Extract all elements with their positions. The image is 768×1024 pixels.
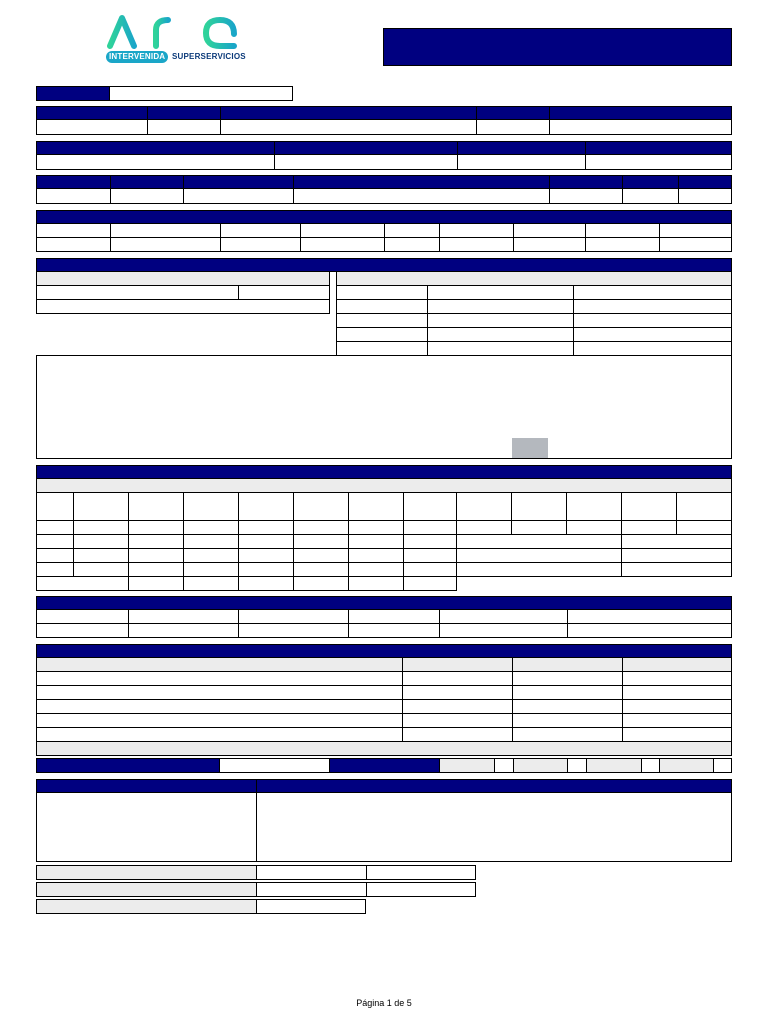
logo-badge: INTERVENIDA (106, 51, 168, 63)
table-total-row (36, 577, 457, 591)
section-header-2 (36, 141, 732, 155)
right-row-4 (336, 328, 732, 342)
table-row (36, 728, 732, 742)
observations-area[interactable] (36, 355, 732, 459)
section-7-values (36, 624, 732, 638)
subheader-6-left (36, 479, 457, 493)
company-logo (104, 12, 246, 64)
page-number: Página 1 de 5 (356, 998, 412, 1008)
table-row (456, 549, 732, 563)
signature-status-row (36, 758, 732, 773)
table-row (36, 549, 457, 563)
form-field-row (36, 86, 293, 101)
bottom-field-row-1 (36, 865, 476, 880)
table-row (36, 714, 732, 728)
table-row (456, 563, 732, 577)
table-row (36, 563, 457, 577)
table-row (456, 535, 732, 549)
left-field-row-1 (36, 286, 330, 300)
section-header-5 (36, 258, 732, 272)
subheader-6-right (456, 479, 732, 493)
form-title-banner (383, 28, 732, 66)
logo-subtitle: SUPERSERVICIOS (172, 52, 246, 61)
right-row-2 (336, 300, 732, 314)
air-e-logo-icon (104, 12, 246, 52)
table-row (36, 672, 732, 686)
section-2-values (36, 155, 732, 170)
section-10-body (36, 793, 732, 862)
section-header-6 (36, 465, 732, 479)
section-8-subheader (36, 658, 732, 672)
section-header-8 (36, 644, 732, 658)
section-8-total (36, 742, 732, 756)
table-row (36, 535, 457, 549)
bottom-field-row-3 (36, 899, 366, 914)
table-row (36, 686, 732, 700)
right-row-3 (336, 314, 732, 328)
subheader-left (36, 272, 330, 286)
table-row (36, 521, 457, 535)
right-row-5 (336, 342, 732, 356)
section-4-values (36, 238, 732, 252)
section-7-labels (36, 610, 732, 624)
section-header-4 (36, 210, 732, 224)
section-header-7 (36, 596, 732, 610)
section-header-10 (36, 779, 732, 793)
table-row (36, 700, 732, 714)
table-6-left-header (36, 493, 457, 521)
section-4-labels (36, 224, 732, 238)
field-label (37, 87, 110, 100)
subheader-right (336, 272, 732, 286)
table-6-right-header (456, 493, 732, 535)
section-header-1 (36, 106, 732, 120)
gray-box (512, 438, 548, 458)
section-3-values (36, 189, 732, 204)
bottom-field-row-2 (36, 882, 476, 897)
left-field-row-2[interactable] (36, 300, 330, 314)
right-row-1 (336, 286, 732, 300)
field-input[interactable] (110, 87, 293, 100)
section-header-3 (36, 175, 732, 189)
section-1-values (36, 120, 732, 135)
